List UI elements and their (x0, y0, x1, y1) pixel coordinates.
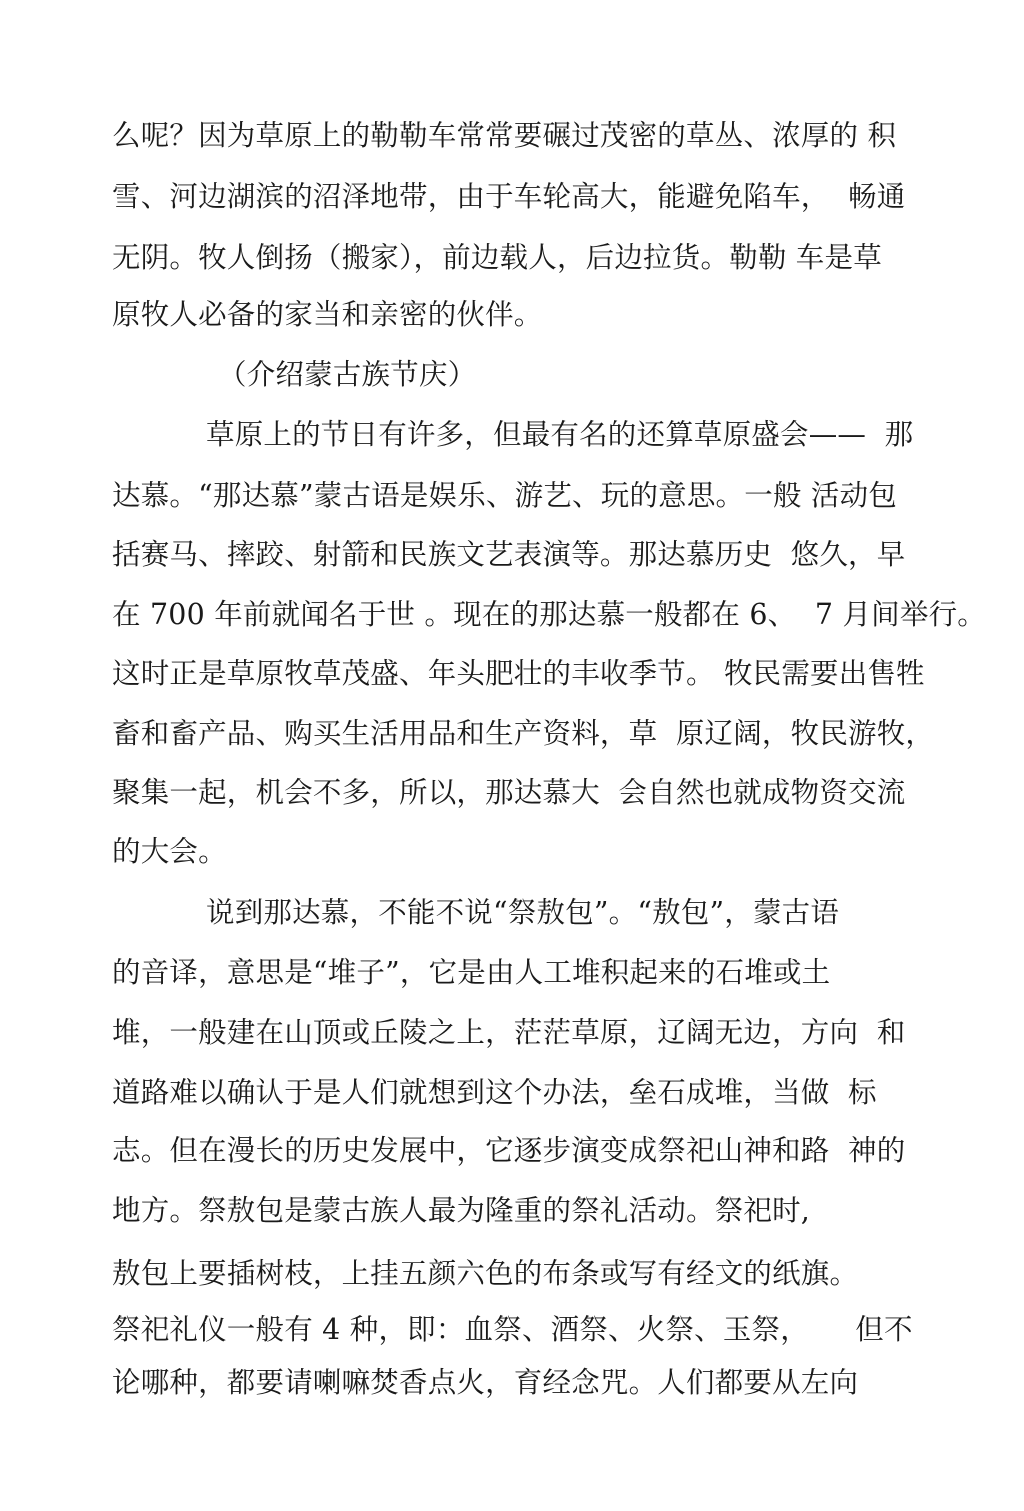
text-line: 说到那达慕，不能不说“祭敖包”。“敖包”，蒙古语 (206, 896, 840, 929)
text-line: 雪、河边湖滨的沼泽地带，由于车轮高大，能避免陷车， 畅通 (112, 180, 906, 213)
text-line: 原牧人必备的家当和亲密的伙伴。 (112, 298, 543, 331)
section-heading: （介绍蒙古族节庆） (218, 358, 477, 391)
text-line: 括赛马、摔跤、射箭和民族文艺表演等。那达慕历史 悠久，早 (112, 538, 906, 571)
text-line: 志。但在漫长的历史发展中，它逐步演变成祭祀山神和路 神的 (112, 1134, 906, 1167)
text-line: 无阴。牧人倒扬（搬家），前边载人，后边拉货。勒勒 车是草 (112, 241, 882, 274)
text-line: 草原上的节日有许多，但最有名的还算草原盛会—— 那 (206, 418, 914, 451)
text-line: 论哪种，都要请喇嘛焚香点火，育经念咒。人们都要从左向 (112, 1366, 859, 1399)
text-line: 畜和畜产品、购买生活用品和生产资料，草 原辽阔，牧民游牧， (112, 717, 935, 750)
text-line: 聚集一起，机会不多，所以，那达慕大 会自然也就成物资交流 (112, 776, 906, 809)
text-line: 祭祀礼仪一般有 4 种，即：血祭、酒祭、火祭、玉祭， 但不 (112, 1313, 913, 1346)
text-line: 地方。祭敖包是蒙古族人最为隆重的祭礼活动。祭祀时, (112, 1194, 811, 1227)
text-line: 道路难以确认于是人们就想到这个办法，垒石成堆，当做 标 (112, 1076, 877, 1109)
text-line: 的大会。 (112, 835, 227, 868)
text-line: 在 700 年前就闻名于世 。现在的那达慕一般都在 6、 7 月间举行。 (112, 598, 986, 631)
text-line: 堆，一般建在山顶或丘陵之上，茫茫草原，辽阔无边，方向 和 (112, 1016, 906, 1049)
text-line: 么呢？因为草原上的勒勒车常常要碾过茂密的草丛、浓厚的 积 (112, 119, 897, 152)
text-line: 的音译，意思是“堆子”，它是由人工堆积起来的石堆或土 (112, 956, 831, 989)
text-line: 达慕。“那达慕”蒙古语是娱乐、游艺、玩的意思。一般 活动包 (112, 479, 898, 512)
text-line: 敖包上要插树枝，上挂五颜六色的布条或写有经文的纸旗。 (112, 1257, 859, 1290)
text-line: 这时正是草原牧草茂盛、年头肥壮的丰收季节。 牧民需要出售牲 (112, 657, 925, 690)
